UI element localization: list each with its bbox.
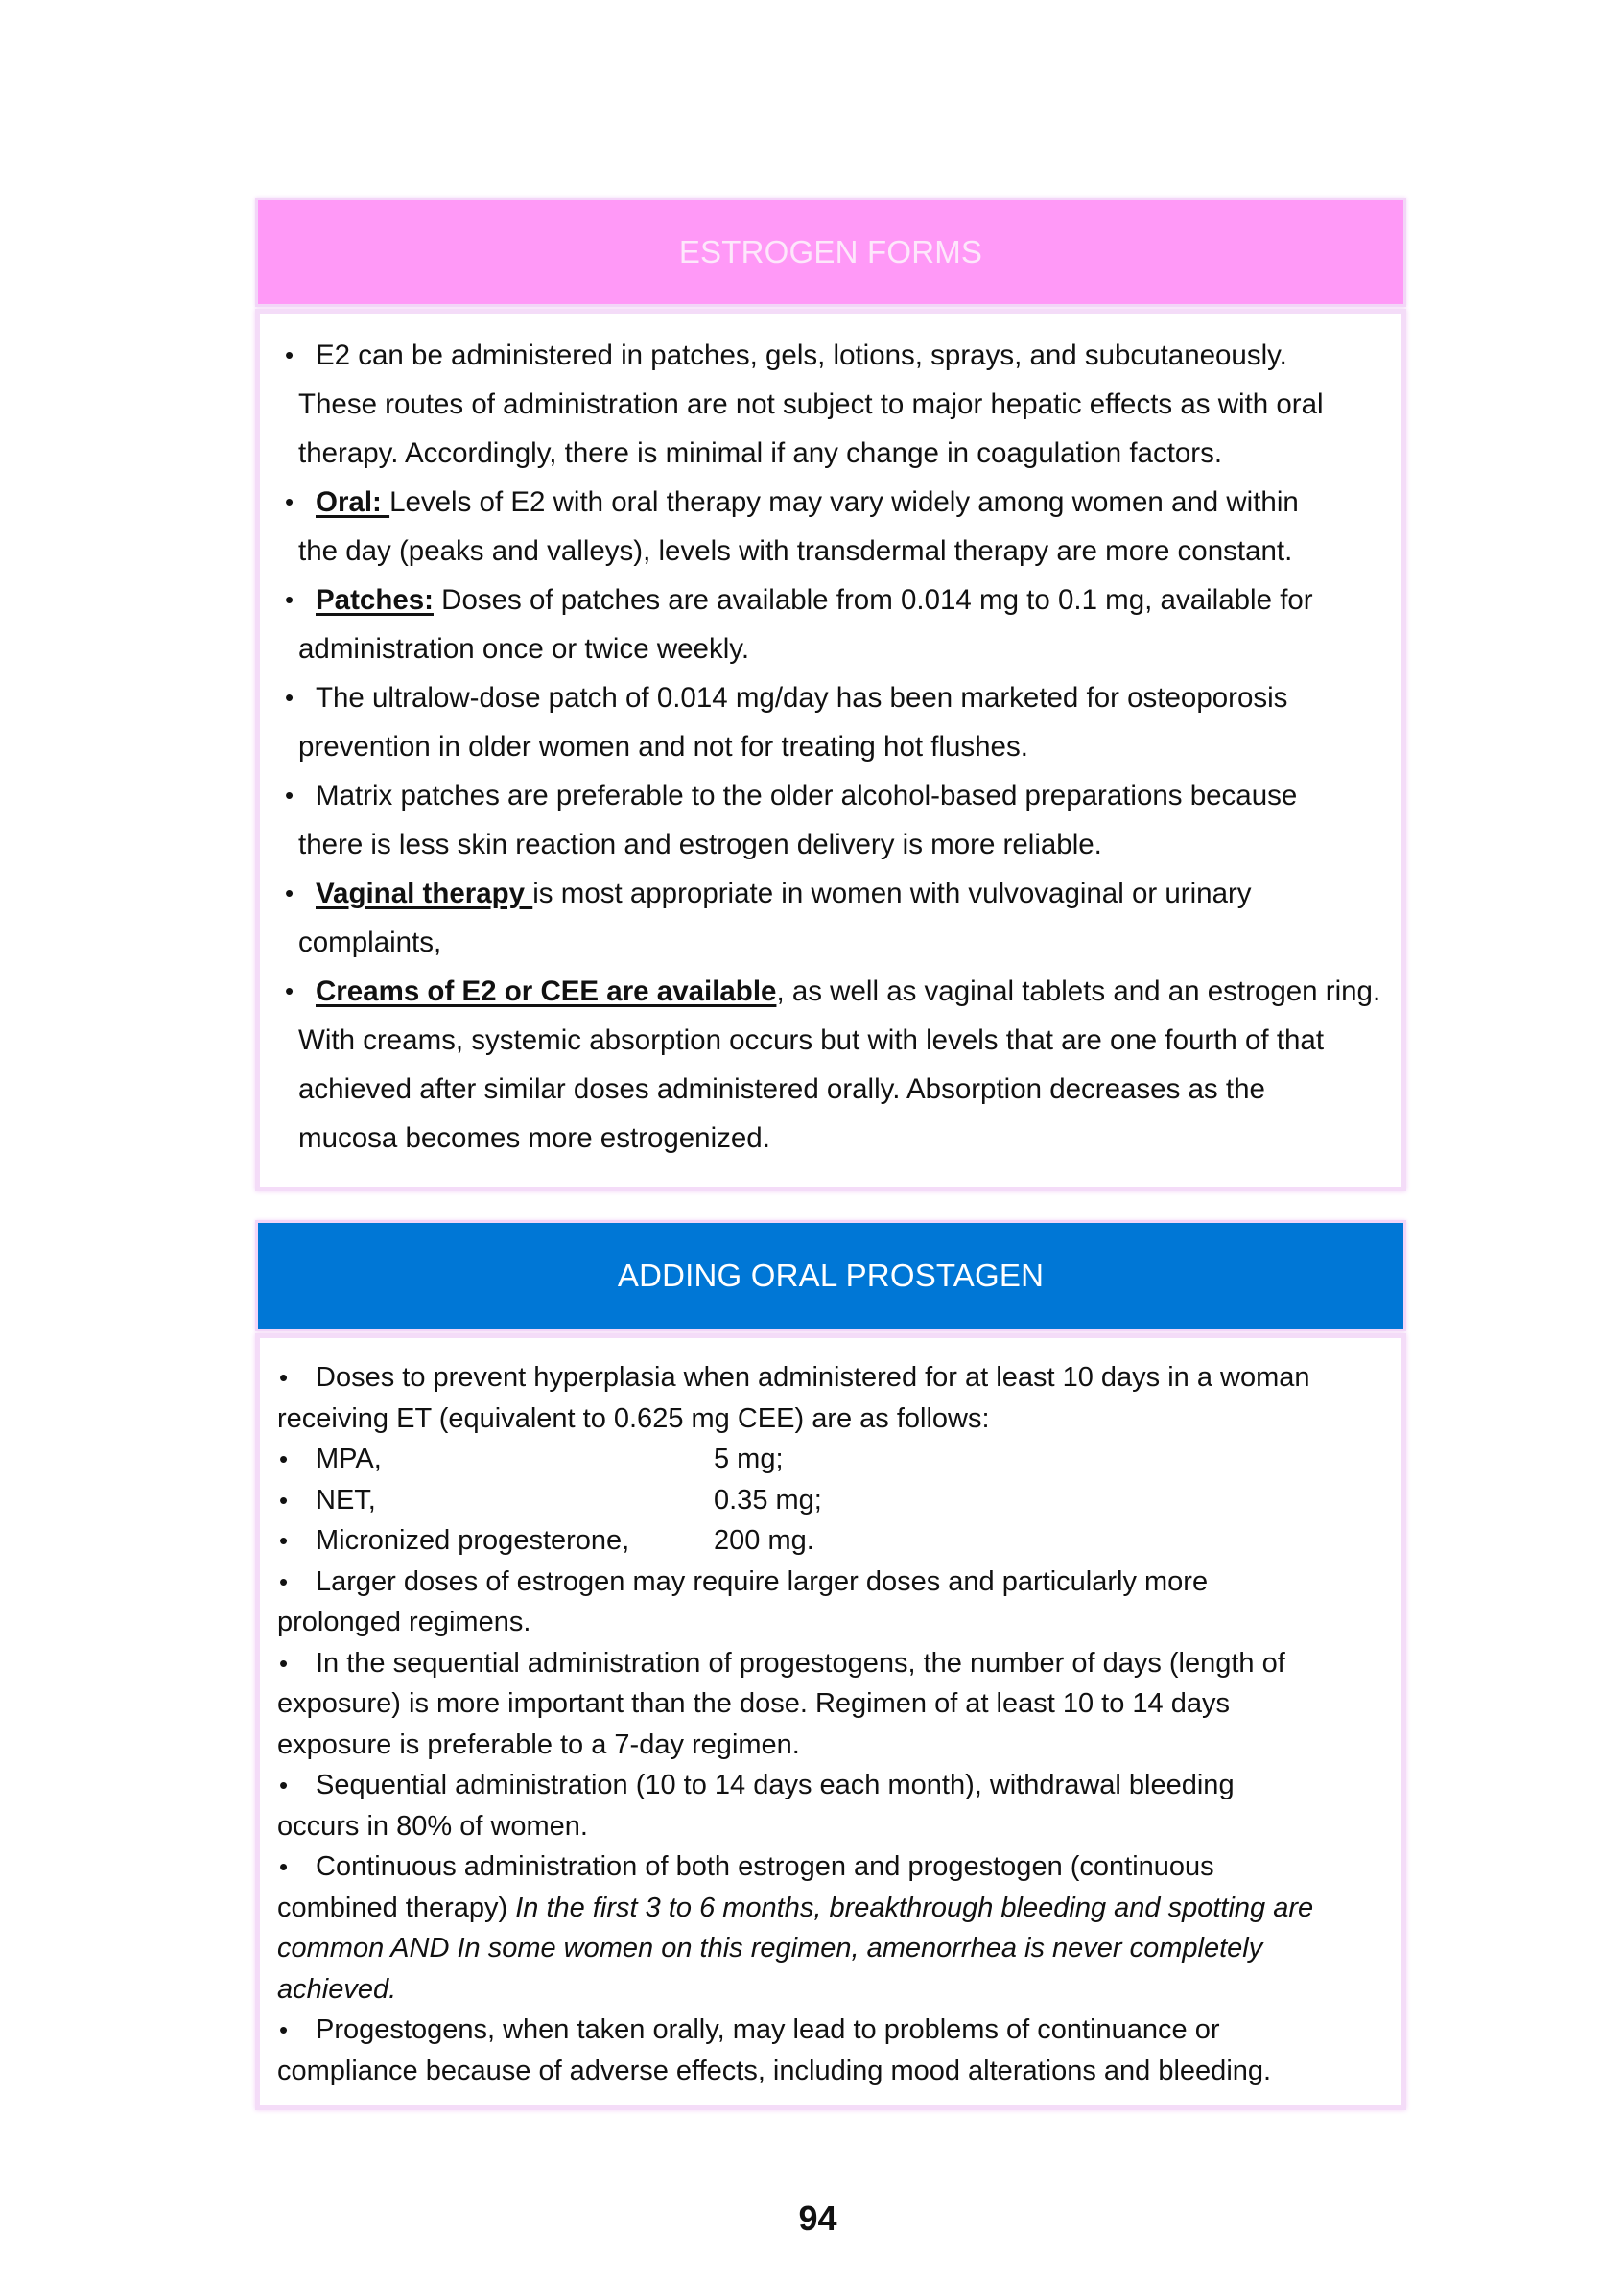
list-item (277, 869, 1384, 967)
list-item (277, 771, 1384, 869)
item-text: With creams, systemic absorption occurs but with levels that are one fourth of that (298, 1024, 1325, 1056)
bullet-icon: • (279, 1526, 289, 1555)
drug-name: Micronized progesterone, (316, 1525, 630, 1556)
list-item (277, 1357, 1384, 1439)
item-heading-vaginal-therapy: Vaginal therapy (316, 878, 533, 909)
item-text: compliance because of adverse effects, including mood alterations and bleeding. (277, 2055, 1272, 2086)
item-text: therapy. Accordingly, there is minimal if any change in coagulation factors. (298, 437, 1223, 469)
bullet-icon: • (279, 1852, 289, 1881)
bullet-icon: • (285, 781, 294, 810)
bullet-icon: • (279, 1566, 289, 1596)
item-text: is most appropriate in women with vulvovaginal or urinary (532, 878, 1252, 909)
item-text: Doses of patches are available from 0.014 mg to 0.1 mg, available for (433, 584, 1313, 616)
item-text: Larger doses of estrogen may require larger doses and particularly more (316, 1565, 1209, 1597)
bullet-icon: • (285, 341, 294, 369)
item-text: prevention in older women and not for treating hot flushes. (298, 731, 1028, 763)
bullet-icon: • (285, 585, 294, 614)
item-text: administration once or twice weekly. (298, 633, 750, 665)
item-text: Continuous administration of both estrogen and progestogen (continuous (316, 1851, 1214, 1882)
dose-row (277, 1439, 1384, 1480)
bullet-icon: • (285, 487, 294, 516)
item-text-italic: common AND In some women on this regimen, amenorrhea is never completely (277, 1933, 1263, 1964)
drug-name: MPA, (316, 1444, 382, 1474)
item-text: , as well as vaginal tablets and an estrogen ring. (776, 976, 1381, 1007)
list-item (277, 1846, 1384, 2010)
adding-oral-progestagen-title: ADDING ORAL PROSTAGEN (617, 1258, 1045, 1293)
list-item (277, 1562, 1384, 1643)
bullet-icon: • (279, 2015, 289, 2044)
bullet-icon: • (279, 1648, 289, 1678)
drug-dose: 200 mg. (714, 1525, 814, 1556)
item-text: occurs in 80% of women. (277, 1810, 588, 1842)
item-text: In the sequential administration of progestogens, the number of days (length of (316, 1647, 1285, 1679)
list-item (277, 331, 1384, 478)
item-text: complaints, (298, 927, 442, 958)
item-text: These routes of administration are not subject to major hepatic effects as with oral (298, 388, 1324, 420)
adding-oral-progestagen-header (255, 1220, 1406, 1331)
bullet-icon: • (285, 976, 294, 1005)
item-text: the day (peaks and valleys), levels with transdermal therapy are more constant. (298, 535, 1293, 567)
list-item (277, 478, 1384, 576)
list-item (277, 1765, 1384, 1846)
estrogen-forms-title: ESTROGEN FORMS (678, 234, 983, 270)
item-heading-oral: Oral: (316, 486, 390, 518)
bullet-icon: • (279, 1445, 289, 1473)
item-text: receiving ET (equivalent to 0.625 mg CEE) are as follows: (277, 1402, 990, 1434)
item-text: prolonged regimens. (277, 1607, 531, 1637)
item-text: exposure) is more important than the dose. Regimen of at least 10 to 14 days (277, 1688, 1230, 1719)
drug-dose: 5 mg; (714, 1444, 784, 1474)
drug-dose: 0.35 mg; (714, 1484, 822, 1516)
bullet-icon: • (285, 879, 294, 907)
item-text: E2 can be administered in patches, gels, lotions, sprays, and subcutaneously. (316, 340, 1287, 371)
estrogen-forms-header (255, 198, 1406, 307)
item-text-italic: achieved. (277, 1973, 397, 2005)
item-text: achieved after similar doses administered orally. Absorption decreases as the (298, 1073, 1265, 1105)
estrogen-forms-body (255, 309, 1406, 1191)
list-item (277, 673, 1384, 771)
bullet-icon: • (279, 1771, 289, 1799)
item-text-italic: In the first 3 to 6 months, breakthrough bleeding and spotting are (515, 1892, 1314, 1923)
dose-row (277, 1520, 1384, 1562)
page-number: 94 (798, 2199, 837, 2238)
item-text: mucosa becomes more estrogenized. (298, 1122, 770, 1154)
item-text: combined therapy) (277, 1892, 516, 1923)
item-text: The ultralow-dose patch of 0.014 mg/day has been marketed for osteoporosis (316, 682, 1288, 714)
item-text: exposure is preferable to a 7-day regimen. (277, 1728, 800, 1760)
adding-oral-progestagen-body (255, 1333, 1406, 2110)
item-text: Levels of E2 with oral therapy may vary widely among women and within (389, 486, 1299, 518)
estrogen-forms-panel (255, 198, 1406, 1191)
item-text: Doses to prevent hyperplasia when administered for at least 10 days in a woman (316, 1362, 1310, 1393)
list-item (277, 576, 1384, 673)
item-heading-creams: Creams of E2 or CEE are available (316, 976, 777, 1007)
bullet-icon: • (279, 1485, 289, 1515)
item-text: Matrix patches are preferable to the older alcohol-based preparations because (316, 780, 1298, 811)
item-text: Progestogens, when taken orally, may lead to problems of continuance or (316, 2014, 1220, 2045)
item-heading-patches: Patches: (316, 584, 434, 616)
list-item (277, 1643, 1384, 1766)
bullet-icon: • (279, 1363, 289, 1392)
list-item (277, 967, 1384, 1163)
bullet-icon: • (285, 683, 294, 712)
adding-oral-progestagen-panel (255, 1220, 1406, 2110)
list-item (277, 2010, 1384, 2091)
item-text: Sequential administration (10 to 14 days each month), withdrawal bleeding (316, 1770, 1235, 1800)
drug-name: NET, (316, 1484, 376, 1516)
dose-row (277, 1480, 1384, 1521)
item-text: there is less skin reaction and estrogen delivery is more reliable. (298, 829, 1102, 860)
